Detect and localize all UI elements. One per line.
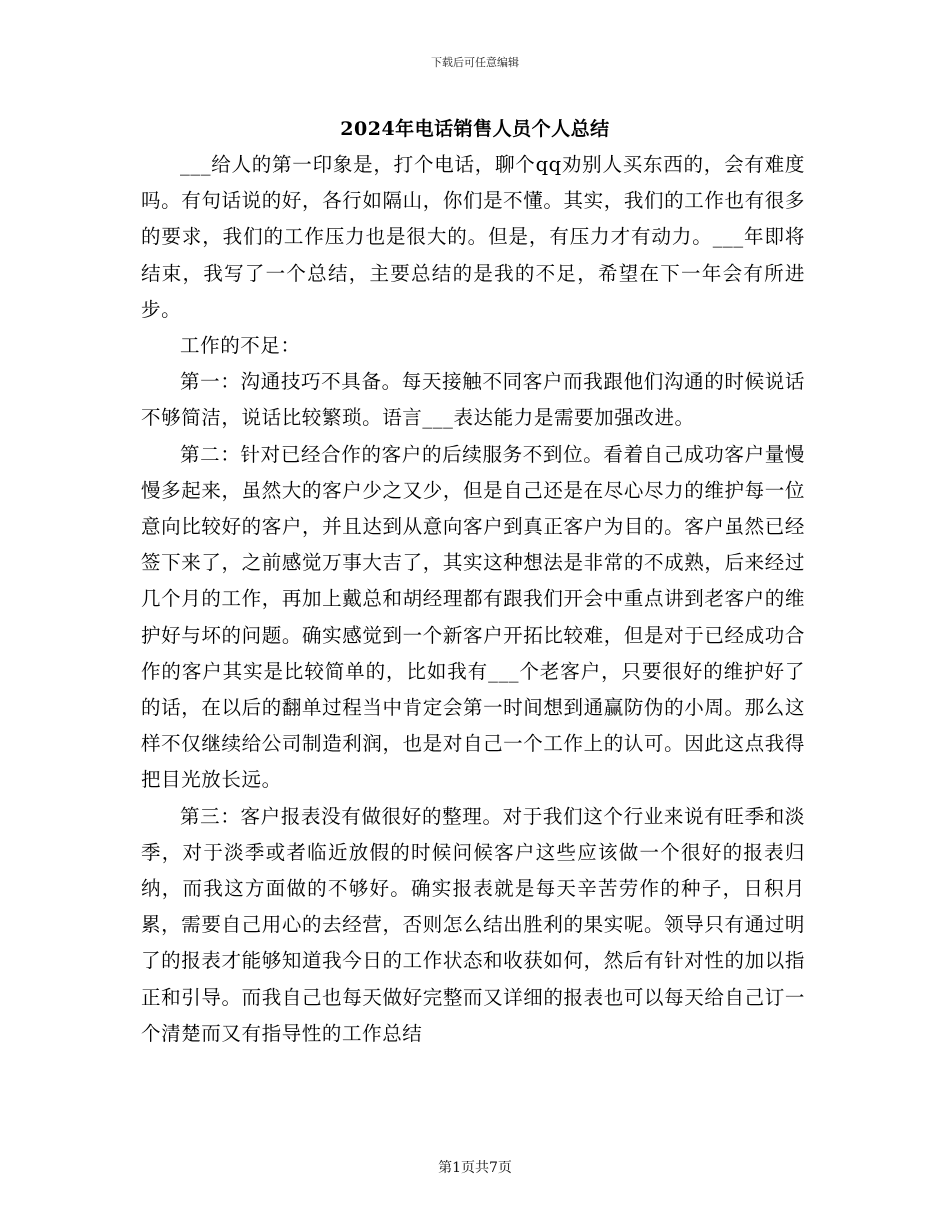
paragraph-intro: ___给人的第一印象是，打个电话，聊个qq劝别人买东西的，会有难度吗。有句话说的好，各行如隔山，你们是不懂。其实，我们的工作也有很多的要求，我们的工作压力也是很大的。但是，有压力才有动力。___年即将结束，我写了一个总结，主要总结的是我的不足，希望在下一年会有所进步。 <box>141 153 805 321</box>
paragraph-point-one: 第一：沟通技巧不具备。每天接触不同客户而我跟他们沟通的时候说话不够简洁，说话比较繁琐。语言___表达能力是需要加强改进。 <box>141 370 805 430</box>
paragraph-section-heading: 工作的不足： <box>180 334 301 358</box>
page-number-footer: 第1页共7页 <box>438 1160 512 1176</box>
document-title: 2024年电话销售人员个人总结 <box>340 118 610 140</box>
paragraph-point-three: 第三：客户报表没有做很好的整理。对于我们这个行业来说有旺季和淡季，对于淡季或者临近放假的时候问候客户这些应该做一个很好的报表归纳，而我这方面做的不够好。确实报表就是每天辛苦劳作的种子，日积月累，需要自己用心的去经营，否则怎么结出胜利的果实呢。领导只有通过明了的报表才能够知道我今日的工作状态和收获如何，然后有针对性的加以指正和引导。而我自己也每天做好完整而又详细的报表也可以每天给自己订一个清楚而又有指导性的工作总结 <box>141 804 805 1045</box>
header-note: 下载后可任意编辑 <box>431 56 519 69</box>
paragraph-point-two: 第二：针对已经合作的客户的后续服务不到位。看着自己成功客户量慢慢多起来，虽然大的客户少之又少，但是自己还是在尽心尽力的维护每一位意向比较好的客户，并且达到从意向客户到真正客户为目的。客户虽然已经签下来了，之前感觉万事大吉了，其实这种想法是非常的不成熟，后来经过几个月的工作，再加上戴总和胡经理都有跟我们开会中重点讲到老客户的维护好与坏的问题。确实感觉到一个新客户开拓比较难，但是对于已经成功合作的客户其实是比较简单的，比如我有___个老客户，只要很好的维护好了的话，在以后的翻单过程当中肯定会第一时间想到通赢防伪的小周。那么这样不仅继续给公司制造利润，也是对自己一个工作上的认可。因此这点我得把目光放长远。 <box>141 442 805 792</box>
document-body <box>141 147 805 1052</box>
